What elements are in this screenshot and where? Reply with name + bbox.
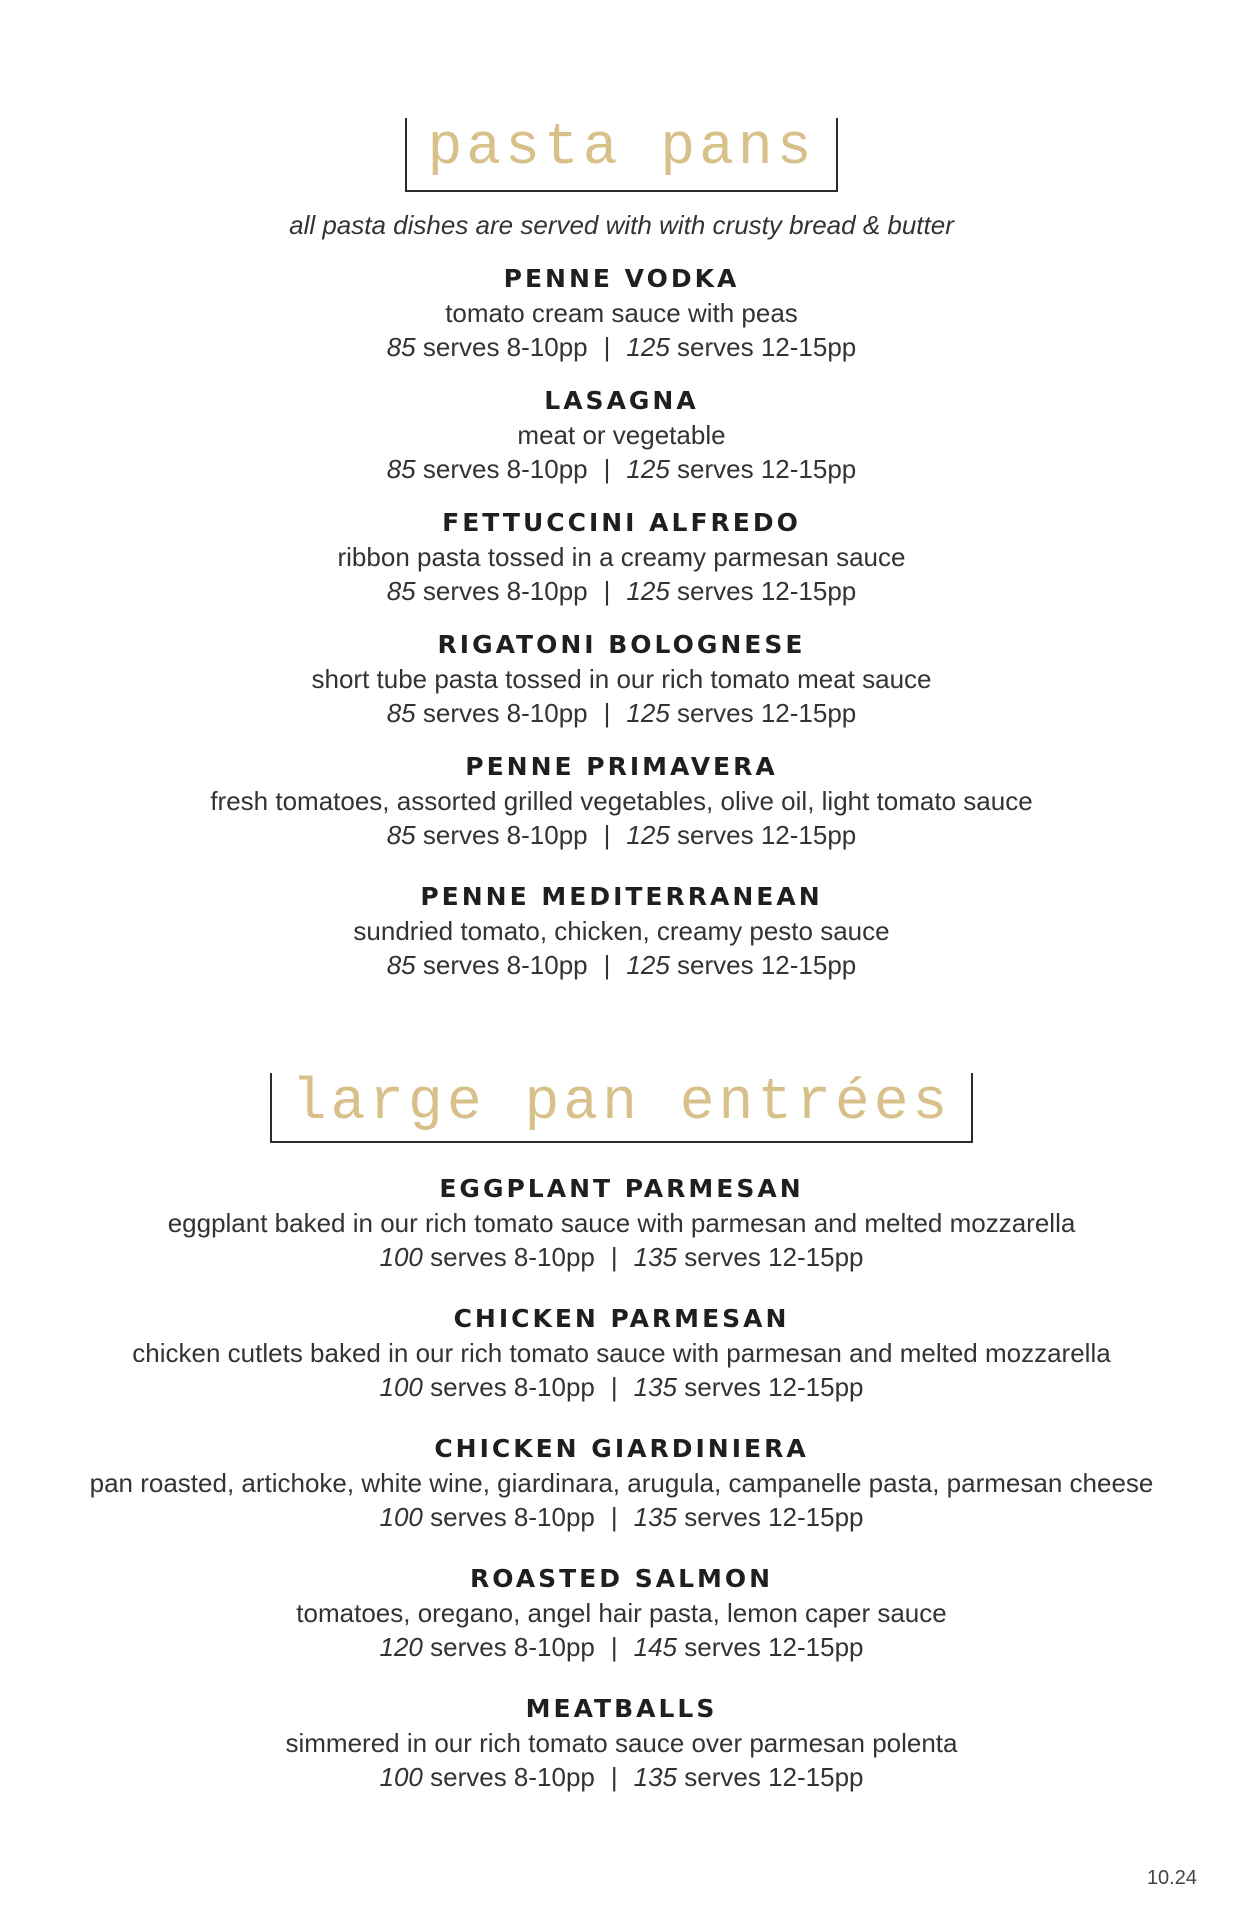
menu-item-description: tomato cream sauce with peas [445,298,798,328]
price-large: 135 [633,1502,678,1532]
price-separator: | [603,332,611,362]
pasta-header-wrap [0,118,1243,192]
menu-item [0,1692,1243,1822]
menu-item-name: LASAGNA [544,386,699,415]
menu-item [0,384,1243,506]
price-small: 85 [386,454,416,484]
menu-item-description: fresh tomatoes, assorted grilled vegetables, olive oil, light tomato sauce [210,786,1033,816]
serves-large: serves 12-15pp [677,454,857,484]
menu-item-name: PENNE VODKA [503,264,740,293]
price-separator: | [603,454,611,484]
price-small: 85 [386,332,416,362]
menu-item-description: sundried tomato, chicken, creamy pesto sauce [353,916,890,946]
price-separator: | [603,950,611,980]
price-separator: | [610,1762,618,1792]
pasta-section-title: pasta pans [405,118,837,192]
menu-item [0,1302,1243,1432]
serves-large: serves 12-15pp [677,698,857,728]
menu-item [0,750,1243,880]
serves-large: serves 12-15pp [677,820,857,850]
price-large: 125 [626,698,670,728]
serves-small: serves 8-10pp [430,1372,595,1402]
serves-small: serves 8-10pp [430,1242,595,1272]
menu-item-description: short tube pasta tossed in our rich tomato meat sauce [311,664,932,694]
serves-small: serves 8-10pp [422,820,588,850]
price-separator: | [610,1502,618,1532]
menu-item-description: chicken cutlets baked in our rich tomato sauce with parmesan and melted mozzarella [132,1338,1111,1368]
price-small: 100 [379,1762,423,1792]
price-small: 100 [379,1502,423,1532]
menu-item-name: MEATBALLS [525,1694,718,1723]
serves-small: serves 8-10pp [430,1762,595,1792]
price-large: 135 [633,1372,678,1402]
price-separator: | [603,576,611,606]
menu-item-pricing [0,1760,1243,1794]
serves-small: serves 8-10pp [430,1502,595,1532]
price-small: 100 [379,1372,423,1402]
price-large: 125 [626,576,670,606]
price-separator: | [603,698,611,728]
menu-item-pricing [0,1240,1243,1274]
price-large: 125 [626,950,670,980]
serves-small: serves 8-10pp [422,454,588,484]
price-small: 85 [386,820,416,850]
menu-item-description: simmered in our rich tomato sauce over parmesan polenta [285,1728,958,1758]
price-large: 135 [633,1762,678,1792]
entree-header-wrap [0,1073,1243,1143]
serves-large: serves 12-15pp [677,950,857,980]
serves-small: serves 8-10pp [422,576,588,606]
serves-large: serves 12-15pp [684,1632,864,1662]
menu-item-pricing [0,1630,1243,1664]
serves-large: serves 12-15pp [677,332,857,362]
menu-item-name: FETTUCCINI ALFREDO [442,508,801,537]
price-small: 85 [386,950,416,980]
price-large: 145 [633,1632,678,1662]
menu-item-pricing [0,696,1243,730]
price-small: 100 [379,1242,423,1272]
menu-item-name: EGGPLANT PARMESAN [439,1174,804,1203]
price-separator: | [610,1242,618,1272]
price-small: 85 [386,698,416,728]
serves-large: serves 12-15pp [684,1242,864,1272]
menu-item [0,506,1243,628]
menu-item-pricing [0,574,1243,608]
menu-item-pricing [0,948,1243,982]
serves-small: serves 8-10pp [422,950,588,980]
menu-item-description: tomatoes, oregano, angel hair pasta, lemon caper sauce [296,1598,947,1628]
pasta-item-list [0,262,1243,1002]
price-separator: | [603,820,611,850]
price-large: 125 [626,454,670,484]
serves-large: serves 12-15pp [677,576,857,606]
serves-large: serves 12-15pp [684,1762,864,1792]
menu-item [0,262,1243,384]
serves-small: serves 8-10pp [422,698,588,728]
price-small: 120 [379,1632,423,1662]
menu-item-pricing [0,1500,1243,1534]
menu-item [0,628,1243,750]
entree-item-list [0,1172,1243,1822]
menu-item-name: PENNE PRIMAVERA [465,752,778,781]
menu-item-description: ribbon pasta tossed in a creamy parmesan sauce [337,542,906,572]
menu-item-pricing [0,452,1243,486]
price-small: 85 [386,576,416,606]
menu-item-description: eggplant baked in our rich tomato sauce with parmesan and melted mozzarella [167,1208,1076,1238]
menu-item-name: ROASTED SALMON [469,1564,774,1593]
menu-item [0,880,1243,1002]
menu-item-name: CHICKEN PARMESAN [453,1304,790,1333]
page-code: 10.24 [1146,1867,1197,1889]
serves-small: serves 8-10pp [430,1632,595,1662]
price-separator: | [610,1632,618,1662]
serves-small: serves 8-10pp [422,332,588,362]
menu-item-pricing [0,1370,1243,1404]
pasta-intro-note: all pasta dishes are served with with crusty bread & butter [289,210,954,240]
menu-item-name: CHICKEN GIARDINIERA [434,1434,809,1463]
serves-large: serves 12-15pp [684,1502,864,1532]
price-large: 135 [633,1242,678,1272]
menu-item-pricing [0,818,1243,852]
price-large: 125 [626,332,670,362]
menu-item-name: PENNE MEDITERRANEAN [420,882,823,911]
entree-section-title: large pan entrées [270,1073,974,1143]
serves-large: serves 12-15pp [684,1372,864,1402]
menu-item-name: RIGATONI BOLOGNESE [437,630,806,659]
price-large: 125 [626,820,670,850]
menu-item [0,1172,1243,1302]
menu-item-description: meat or vegetable [517,420,726,450]
menu-item [0,1562,1243,1692]
price-separator: | [610,1372,618,1402]
menu-item-pricing [0,330,1243,364]
menu-item [0,1432,1243,1562]
menu-item-description: pan roasted, artichoke, white wine, giardinara, arugula, campanelle pasta, parmesan cheese [89,1468,1154,1498]
